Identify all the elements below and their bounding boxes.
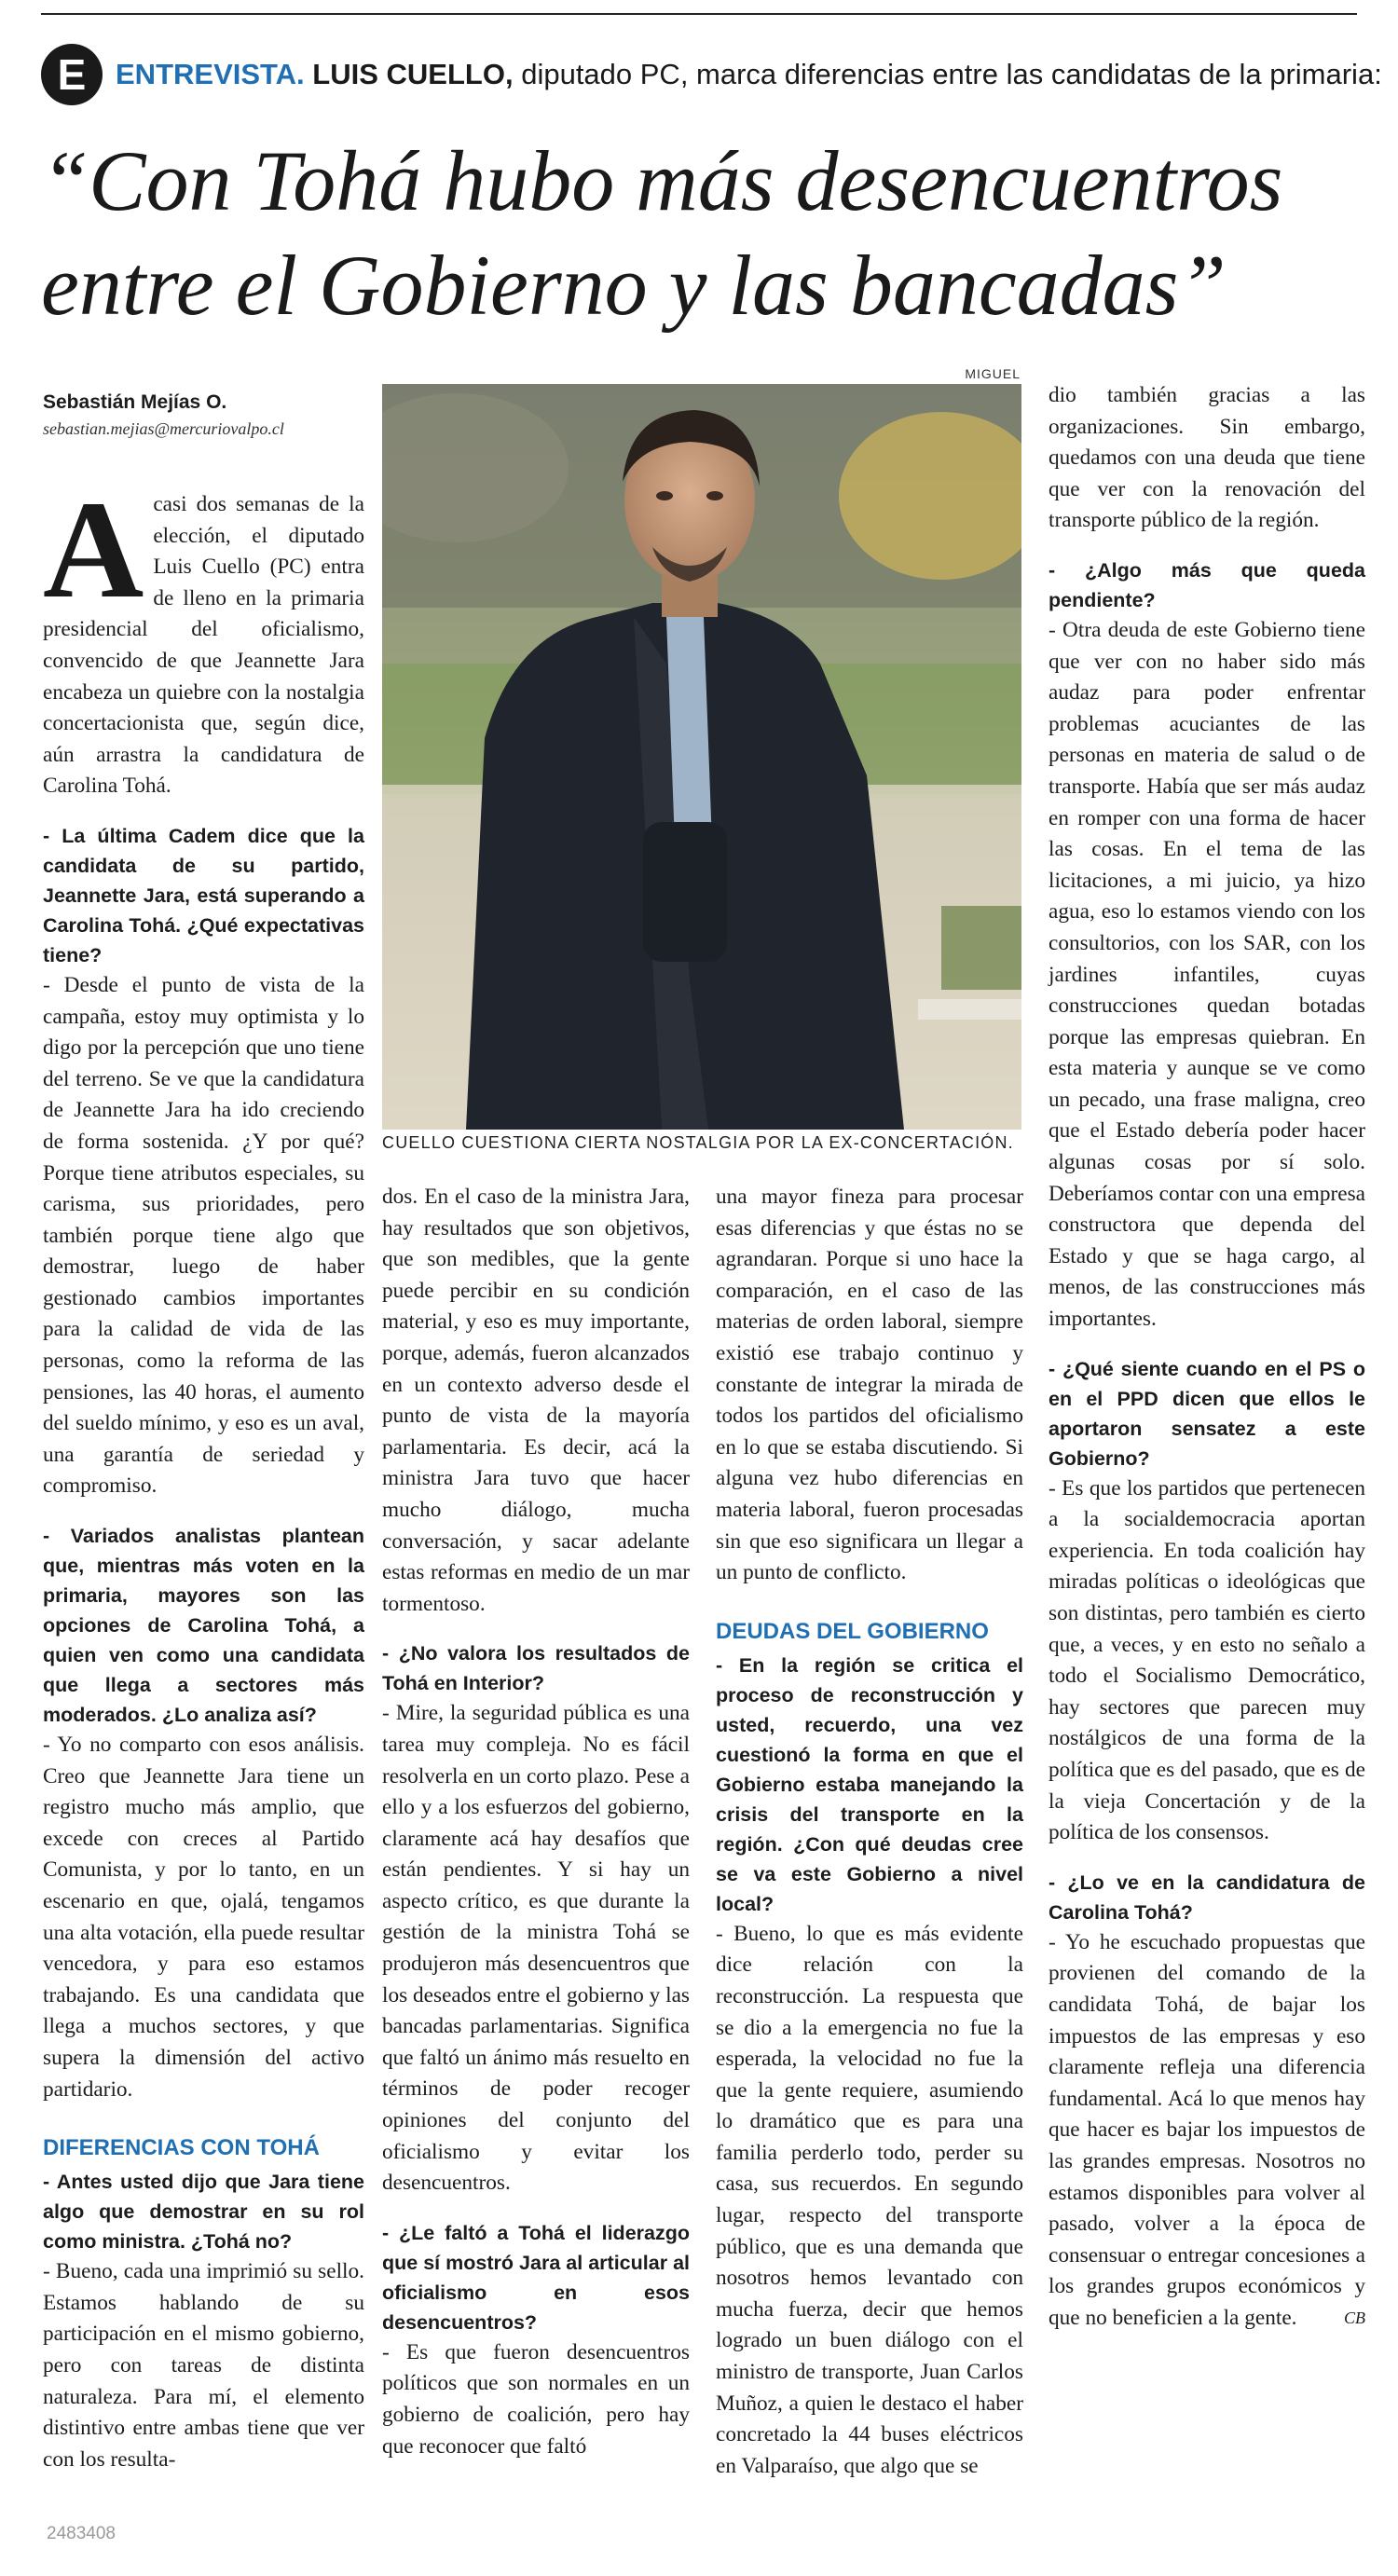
section-badge: E [41,44,103,105]
headline-line-2: entre el Gobierno y las bancadas” [41,238,1227,333]
question-1: - La última Cadem dice que la candidata de su partido, Jeannette Jara, está superando a Carolina Tohá. ¿Qué expectativas tiene? [43,824,364,966]
dropcap: A [43,473,144,627]
answer-5-part-1: - Es que fueron desencuentros políticos que son normales en un gobierno de coalición, pero hay que reconocer que faltó [382,2339,690,2459]
lead-text: casi dos semanas de la elección, el diputado Luis Cuello (PC) entra de lleno en la primaria presidencial del oficialismo, convencido de que Jeannette Jara encabeza un quiebre con la nostalgia concertacionista que, según dice, aún arrastra la candidatura de Carolina Tohá. [43,492,364,799]
question-9: - ¿Lo ve en la candidatura de Carolina Tohá? [1048,1870,1365,1924]
answer-2: - Yo no comparto con esos análisis. Creo que Jeannette Jara tiene un registro mucho más amplio, que excede con creces al Partido Comunista, y por lo tanto, en un escenario en que, ojalá, tengamos una alta votación, ella puede resultar vencedora, y para eso estamos trabajando. Es una candidata que llega a muchos sectores, y que supera la dimensión del activo partidario. [43,1733,364,2102]
answer-7: - Otra deuda de este Gobierno tiene que ver con no haber sido más audaz para poder enfrentar problemas acuciantes de las personas en materia de salud o de transporte. Había que ser más audaz en romper con una forma de hacer las cosas. En el tema de las licitaciones, a mi juicio, ya hizo agua, eso lo estamos viendo con los consultorios, con los SAR, con los jardines infantiles, cuyas construcciones quedan botadas porque las empresas quiebran. En esta materia y aunque se ve como un pecado, una frase maligna, creo que el Estado debería poder hacer algunas cosas por sí solo. Deberíamos contar con una empresa constructora que dependa del Estado y que se haga cargo, al menos, de las construcciones más importantes. [1048,617,1365,1332]
column-4 [1048,380,1365,2334]
author-email: sebastian.mejias@mercuriovalpo.cl [43,419,284,438]
top-rule [41,13,1357,15]
question-4: - ¿No valora los resultados de Tohá en Interior? [382,1642,690,1695]
author-name: Sebastián Mejías O. [43,391,227,413]
question-8: - ¿Qué siente cuando en el PS o en el PPD dicen que ellos le aportaron sensatez a este Gobierno? [1048,1357,1365,1470]
byline [43,391,369,439]
portrait-illustration [382,384,1021,1130]
subhead-diferencias: DIFERENCIAS CON TOHÁ [43,2135,320,2161]
question-7: - ¿Algo más que queda pendiente? [1048,558,1365,611]
answer-9-text: - Yo he escuchado propuestas que provienen del comando de la candidata Tohá, de bajar los impuestos de las empresas y eso claramente refleja una diferencia fundamental. Acá lo que menos hay que hacer es bajar los impuestos de las grandes empresas. Nosotros no estamos disponibles para volver al pasado, volver a la época de consensuar o entregar concesiones a los grandes grupos económicos y que no beneficien a la gente. [1048,1929,1365,2330]
portrait-photo [382,384,1021,1130]
column-3 [716,1182,1023,2482]
answer-5-part-2: una mayor fineza para procesar esas diferencias y que éstas no se agrandaran. Porque si uno hace la comparación, en el caso de las materias de orden laboral, siempre existió ese trabajo continuo y constante de integrar la mirada de todos los partidos del oficialismo en lo que se estaba discutiendo. Si alguna vez hubo diferencias en materia laboral, fueron procesadas sin que eso significara un llegar a un punto de conflicto. [716,1185,1023,1585]
answer-1: - Desde el punto de vista de la campaña, estoy muy optimista y lo digo por la percepción que uno tiene del terreno. Se ve que la candidatura de Jeannette Jara ha ido creciendo de forma sostenida. ¿Y por qué? Porque tiene atributos especiales, su carisma, sus prioridades, pero también porque tiene algo que demostrar, luego de haber gestionado cambios importantes para la calidad de vida de las personas, como la reforma de las pensiones, las 40 horas, el aumento del sueldo mínimo, y eso es un aval, una garantía de seriedad y compromiso. [43,972,364,1499]
photo-credit: MIGUEL [965,366,1021,381]
lead-paragraph [43,473,364,802]
headline [41,129,1364,337]
answer-3-part-1: - Bueno, cada una imprimió su sello. Estamos hablando de su participación en el mismo gobierno, pero con tareas de distinta naturaleza. Para mí, el elemento distintivo entre ambas tiene que ver con los resulta- [43,2259,364,2472]
kicker-text [116,58,1382,91]
end-mark: CB [1343,2308,1365,2327]
column-1 [43,473,364,2475]
question-3: - Antes usted dijo que Jara tiene algo que demostrar en su rol como ministra. ¿Tohá no? [43,2171,364,2254]
answer-3-part-2: dos. En el caso de la ministra Jara, hay resultados que son objetivos, que son medibles, que la gente puede percibir en su condición material, y eso es muy importante, porque, además, fueron alcanzados en un contexto adverso desde el punto de vista de la mayoría parlamentaria. Es decir, acá la ministra Jara tuvo que hacer mucho diálogo, mucha conversación, y sacar adelante estas reformas en medio de un mar tormentoso. [382,1185,690,1616]
answer-4: - Mire, la seguridad pública es una tarea muy compleja. No es fácil resolverla en un corto plazo. Pese a ello y a los esfuerzos del gobierno, claramente acá hay desafíos que están pendientes. Y si hay un aspecto crítico, es que durante la gestión de la ministra Tohá se produjeron más desencuentros que los deseados entre el gobierno y las bancadas parlamentarias. Significa que faltó un ánimo más resuelto en términos de poder recoger opiniones del conjunto del oficialismo y evitar los desencuentros. [382,1701,690,2196]
question-6: - En la región se critica el proceso de reconstrucción y usted, recuerdo, una vez cuestionó la forma en que el Gobierno estaba manejando la crisis del transporte en la región. ¿Con qué deudas cree se va este Gobierno a nivel local? [716,1653,1023,1915]
headline-line-1: “Con Tohá hubo más desencuentros [41,133,1283,228]
kicker-name: LUIS CUELLO, [312,58,514,90]
answer-6-part-2: dio también gracias a las organizaciones. Sin embargo, quedamos con una deuda que tiene que ver con la renovación del transporte público de la región. [1048,383,1365,533]
archive-id: 2483408 [47,2524,116,2543]
answer-8: - Es que los partidos que pertenecen a la socialdemocracia aportan experiencia. En toda coalición hay miradas políticas o ideológicas que son distintas, pero también es cierto que, a veces, y en esto no señalo a todo el Socialismo Democrático, hay sectores que parecen muy nostálgicos de una forma de la política que es del pasado, que es de la vieja Concertación y de la política de los consensos. [1048,1475,1365,1845]
kicker-rest: diputado PC, marca diferencias entre las candidatas de la primaria: [521,58,1382,90]
column-2 [382,1182,690,2462]
question-2: - Variados analistas plantean que, mientras más voten en la primaria, mayores son las opciones de Carolina Tohá, a quien ven como una candidata que llega a sectores más moderados. ¿Lo analiza así? [43,1525,364,1727]
kicker [41,41,1382,108]
subhead-deudas: DEUDAS DEL GOBIERNO [716,1618,989,1644]
question-5: - ¿Le faltó a Tohá el liderazgo que sí mostró Jara al articular al oficialismo en esos desencuentros? [382,2221,690,2334]
answer-9 [1048,1927,1365,2335]
photo-caption: CUELLO CUESTIONA CIERTA NOSTALGIA POR LA EX-CONCERTACIÓN. [382,1133,1014,1152]
answer-6-part-1: - Bueno, lo que es más evidente dice relación con la reconstrucción. La respuesta que se dio a la emergencia no fue la esperada, la velocidad no fue la que la gente requiere, asumiendo lo dramático que es para una familia perderlo todo, perder su casa, sus recuerdos. En segundo lugar, respecto del transporte público, que es una demanda que nosotros hemos levantado con mucha fuerza, decir que hemos logrado un buen diálogo con el ministro de transporte, Juan Carlos Muñoz, a quien le destaco el haber concretado la 44 buses eléctricos en Valparaíso, que algo que se [716,1921,1023,2478]
kicker-label: ENTREVISTA. [116,58,305,90]
